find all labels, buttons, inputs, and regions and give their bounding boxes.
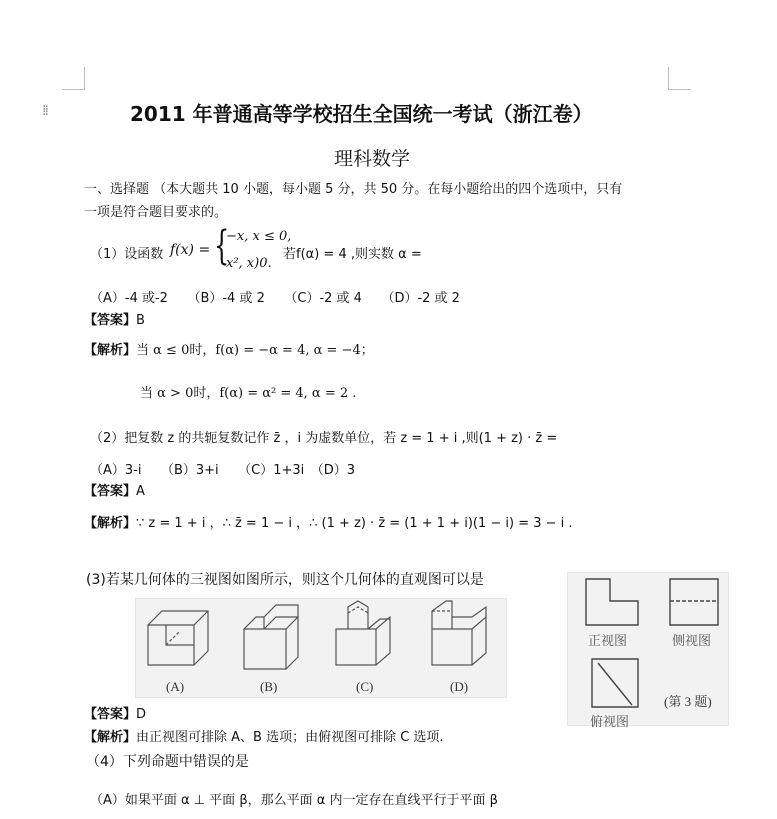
q2-answer: A [136,484,145,499]
exam-subtitle: 理科数学 [334,148,411,170]
q3-analysis: 由正视图可排除 A、B 选项；由俯视图可排除 C 选项. [136,730,444,745]
side-view-outline [670,579,718,625]
q1-answer: B [136,313,145,328]
table-move-handle-icon[interactable]: ⁞⁞ [42,103,47,119]
choice-a-label: (A) [166,679,185,694]
q2-answer-label: 【答案】 [84,484,137,499]
figure-caption: (第 3 题) [664,694,712,709]
q2-analysis: ∵ z = 1 + i ，∴ z̄ = 1 − i ，∴ (1 + z) · z̄ = (1 + 1 + i)(1 − i) = 3 − i . [136,516,573,531]
q4-stem: （4）下列命题中错误的是 [86,754,249,770]
front-view-outline [586,579,638,625]
q1-analysis-2: 当 α > 0时，f(α) = α² = 4, α = 2 . [140,386,357,401]
q1-analysis-label: 【解析】 [84,343,137,358]
choice-d-label: (D) [450,679,469,694]
q1-options: （A）-4 或-2 （B）-4 或 2 （C）-2 或 4 （D）-2 或 2 [90,291,460,306]
choice-b-solid [244,605,298,669]
q1-answer-label: 【答案】 [84,313,137,328]
q3-analysis-label: 【解析】 [84,730,137,745]
section-intro-line2: 一项是符合题目要求的。 [84,205,228,220]
q1-case1: −x, x ≤ 0, [226,229,292,244]
choice-c-label: (C) [356,679,374,694]
choice-d-solid [432,601,486,665]
q1-brace: { [214,223,230,269]
page-corner-mark-right [668,67,691,90]
page-corner-mark-left [62,67,85,90]
q3-answer-label: 【答案】 [84,707,137,722]
section-intro-line1: 一、选择题 （本大题共 10 小题，每小题 5 分，共 50 分。在每小题给出的四个选项中，只有 [84,182,623,197]
q4-option-a: （A）如果平面 α ⊥ 平面 β，那么平面 α 内一定存在直线平行于平面 β [90,793,498,808]
choice-b-label: (B) [260,679,278,694]
q1-tail: 若f(α) = 4 ,则实数 α = [283,247,422,262]
q1-function: f(x) = [170,242,211,258]
q3-answer: D [136,707,147,722]
q1-prefix: （1）设函数 [90,247,164,262]
choice-a-solid [148,611,208,665]
q1-analysis-1: 当 α ≤ 0时，f(α) = −α = 4, α = −4； [136,343,374,358]
side-view-label: 侧视图 [672,634,712,649]
q2-stem: （2）把复数 z 的共轭复数记作 z̄ ，i 为虚数单位，若 z = 1 + i ,则(1 + z) · z̄ = [90,431,558,446]
choice-c-solid [336,601,390,665]
q2-options: （A）3-i （B）3+i （C）1+3i （D）3 [90,463,356,478]
q3-choices-figure [135,598,507,698]
top-view-label: 俯视图 [590,715,630,730]
q3-stem: (3)若某几何体的三视图如图所示，则这个几何体的直观图可以是 [86,572,484,588]
q2-analysis-label: 【解析】 [84,516,137,531]
front-view-label: 正视图 [588,634,628,649]
q3-three-views-figure [567,572,729,730]
q1-case2: x², x)0. [226,256,272,271]
exam-title: 2011 年普通高等学校招生全国统一考试（浙江卷） [130,102,593,126]
